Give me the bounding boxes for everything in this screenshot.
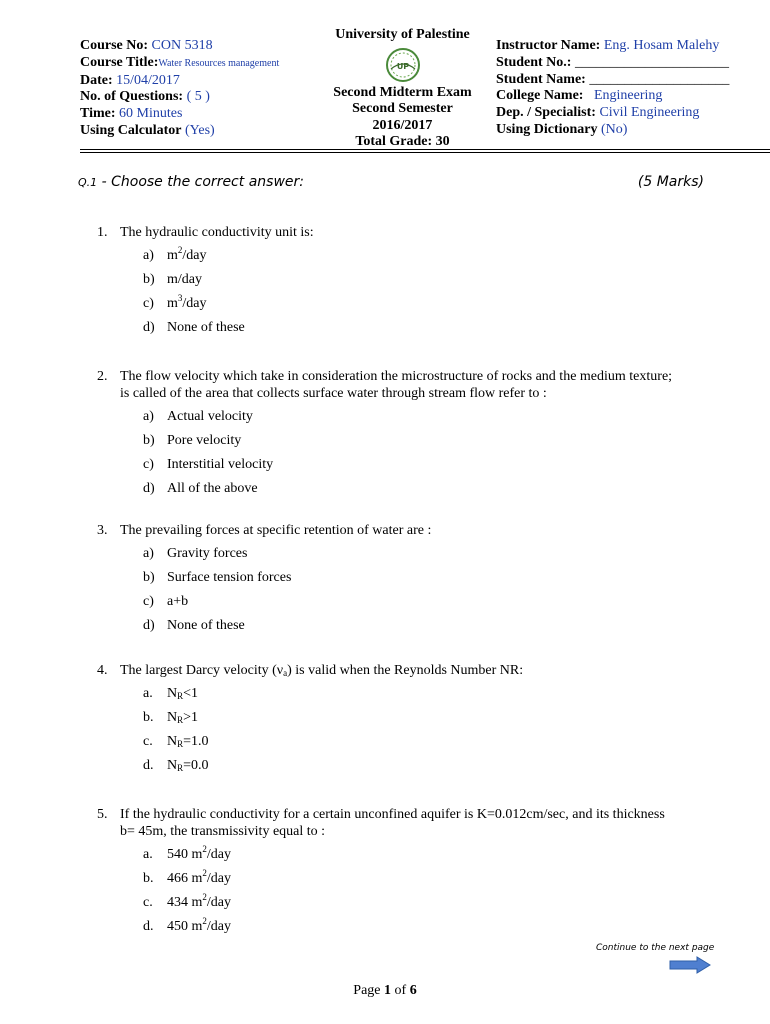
question-2 <box>97 368 680 504</box>
option-b[interactable]: b) m/day <box>143 272 202 287</box>
option-d[interactable]: d) None of these <box>143 320 245 335</box>
course-no-value: CON 5318 <box>151 38 213 53</box>
header-right-block <box>496 38 729 139</box>
question-number: 3. <box>97 523 108 538</box>
question-number: 5. <box>97 807 108 822</box>
questions-label: No. of Questions: <box>80 89 184 105</box>
academic-year: 2016/2017 <box>372 117 433 133</box>
college-label: College Name: <box>496 88 584 104</box>
header-left-block <box>80 38 279 140</box>
dictionary-label: Using Dictionary <box>496 121 598 137</box>
question-number: 4. <box>97 663 108 678</box>
continue-note: Continue to the next page <box>596 943 715 953</box>
section-marks: (5 Marks) <box>637 174 704 190</box>
instructor-label: Instructor Name: <box>496 38 601 53</box>
option-c[interactable]: c. $N_R=1.0$ <box>143 734 209 749</box>
course-title-label: Course Title: <box>80 54 159 70</box>
option-d[interactable]: d. $N_R=0.0$ <box>143 758 209 773</box>
option-d[interactable]: d) All of the above <box>143 481 258 496</box>
question-stem: The largest Darcy velocity $(\nu_a)$ is valid when the Reynolds Number NR: <box>120 663 524 678</box>
header-divider-bottom <box>80 152 770 153</box>
logo-text: UP <box>396 61 409 71</box>
question-stem: The hydraulic conductivity unit is: <box>120 225 314 240</box>
total-grade: Total Grade: 30 <box>355 134 450 149</box>
next-page-arrow-icon[interactable] <box>669 956 711 974</box>
university-logo-icon <box>385 47 421 83</box>
course-title-value: Water Resources management <box>158 57 280 69</box>
semester: Second Semester <box>352 101 453 116</box>
header-center-block <box>320 27 485 151</box>
date-label: Date: <box>80 72 113 88</box>
time-value: 60 Minutes <box>119 106 183 122</box>
option-b[interactable]: b. 466 $m^2$/day <box>143 868 231 886</box>
course-no-label: Course No: <box>80 38 149 53</box>
date-value: 15/04/2017 <box>116 72 180 88</box>
question-5 <box>97 806 680 942</box>
option-a[interactable]: a) Actual velocity <box>143 409 253 424</box>
dep-label: Dep. / Specialist: <box>496 105 596 121</box>
page-number: Page 1 of 6 <box>353 983 417 998</box>
question-stem: If the hydraulic conductivity for a certain unconfined aquifer is K=0.012cm/sec, and its thickness b= 45m, the transmissivity equal to : <box>120 807 665 839</box>
calculator-label: Using Calculator <box>80 122 182 138</box>
header-divider-top <box>80 149 770 150</box>
time-label: Time: <box>80 106 116 122</box>
instructor-value: Eng. Hosam Malehy <box>603 38 720 53</box>
section-number: Q.1 <box>78 176 98 189</box>
university-name: University of Palestine <box>335 27 470 42</box>
option-c[interactable]: c. 434 $m^2$/day <box>143 892 231 910</box>
option-c[interactable]: c) $m^3$/day <box>143 293 207 311</box>
option-d[interactable]: d. 450 $m^2$/day <box>143 916 231 934</box>
option-a[interactable]: a. $N_R<1$ <box>143 686 199 701</box>
option-a[interactable]: a) Gravity forces <box>143 546 248 561</box>
question-number: 1. <box>97 225 108 240</box>
exam-title: Second Midterm Exam <box>333 84 472 100</box>
section-heading <box>78 174 704 190</box>
question-number: 2. <box>97 369 108 384</box>
section-title: - Choose the correct answer: <box>97 174 304 190</box>
college-value: Engineering <box>593 88 663 104</box>
question-stem: The flow velocity which take in consideration the microstructure of rocks and the medium texture; is called of the area that collects surface water through stream flow refer to : <box>120 369 673 401</box>
dep-value: Civil Engineering <box>599 105 700 121</box>
questions-value: ( 5 ) <box>186 89 210 105</box>
student-name-field[interactable]: ____________________ <box>589 71 730 87</box>
calculator-value: (Yes) <box>185 122 215 138</box>
option-b[interactable]: b) Pore velocity <box>143 433 242 448</box>
option-c[interactable]: c) Interstitial velocity <box>143 457 274 472</box>
dictionary-value: (No) <box>601 121 628 137</box>
option-b[interactable]: b) Surface tension forces <box>143 570 292 585</box>
option-c[interactable]: c) a+b <box>143 594 189 609</box>
student-no-field[interactable]: ______________________ <box>574 54 729 70</box>
question-stem: The prevailing forces at specific retention of water are : <box>120 523 432 538</box>
student-name-label: Student Name: <box>496 71 586 87</box>
question-4 <box>97 662 680 781</box>
option-b[interactable]: b. $N_R>1$ <box>143 710 199 725</box>
option-a[interactable]: a. 540 $m^2$/day <box>143 844 231 862</box>
question-3 <box>97 522 680 641</box>
option-d[interactable]: d) None of these <box>143 618 245 633</box>
student-no-label: Student No.: <box>496 54 572 70</box>
question-1 <box>97 224 680 343</box>
option-a[interactable]: a) $m^2$/day <box>143 245 207 263</box>
